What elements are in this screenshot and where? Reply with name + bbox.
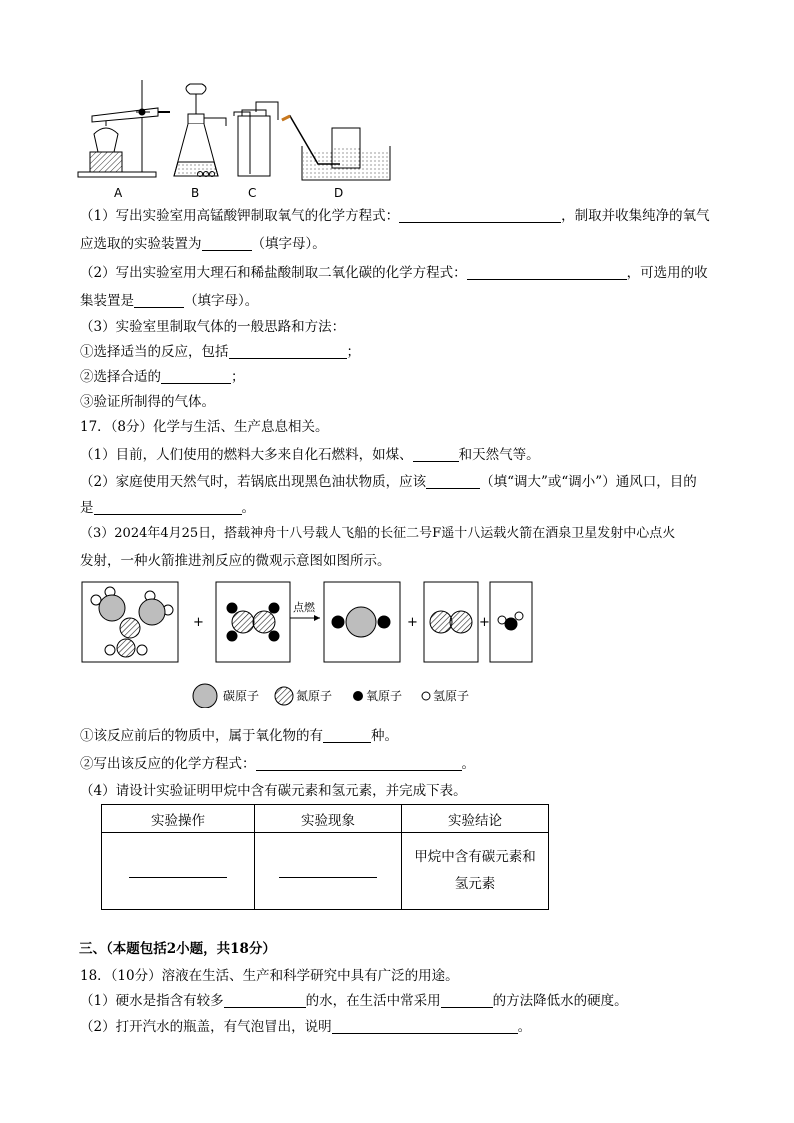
answer-blank[interactable] [399,208,561,223]
q18-title-text: 18．（10分）溶液在生活、生产和科学研究中具有广泛的用途。 [80,968,459,984]
q17-p2-text-b: （填“调大”或“调小”）通风口，目的 [480,474,697,490]
q16-step1-text-b: ； [346,344,360,360]
q17-part2-line2 [80,499,255,517]
cell-conclusion [402,833,549,910]
q17-part4 [80,782,467,800]
plus-sign: + [479,615,490,630]
q17-p3-text-a: （3）2024年4月25日，搭载神舟十八号载人飞船的长征二号F遥十八运载火箭在酒泉卫星发射中心点火 [80,526,676,541]
molecule-product-1 [332,607,390,637]
apparatus-b [174,84,226,177]
cell-phenomenon [255,833,402,910]
q17-sub2-text-b: 。 [461,756,475,772]
q17-title-text: 17．（8分）化学与生活、生产息息相关。 [80,419,329,435]
answer-blank[interactable] [229,344,347,359]
q16-p2-text-b: ，可选用的收 [626,265,708,281]
answer-blank[interactable] [441,993,493,1008]
apparatus-a [78,80,170,177]
q18-p2-text-a: （2）打开汽水的瓶盖，有气泡冒出，说明 [80,1019,332,1035]
q16-step1 [80,343,360,361]
answer-blank[interactable] [323,728,371,743]
answer-blank[interactable] [413,447,459,462]
q17-p2-text-d: 。 [241,500,255,516]
q16-p1-text-c: 应选取的实验装置为 [80,236,202,252]
table-row [102,833,549,910]
answer-blank[interactable] [224,993,306,1008]
legend [193,684,469,708]
conclusion-line1: 甲烷中含有碳元素和 [414,849,536,865]
conclusion-line2: 氢元素 [454,876,496,892]
q18-title [80,967,459,985]
q17-p3-text-b: 发射，一种火箭推进剂反应的微观示意图如图所示。 [80,553,391,569]
answer-blank[interactable] [467,265,627,280]
q17-sub2-text-a: ②写出该反应的化学方程式： [80,756,256,772]
apparatus-label-d: D [334,186,344,200]
apparatus-label-c: C [248,186,257,200]
legend-nitrogen-icon [275,687,293,705]
legend-carbon-icon [193,684,217,708]
q17-part2-line1 [80,473,697,491]
q17-sub1 [80,727,398,745]
q16-part2-line1 [80,264,708,282]
q18-p1-text-b: 的水，在生活中常采用 [305,993,441,1009]
plus-sign: + [193,615,204,630]
header-conclusion: 实验结论 [402,805,549,833]
section3-title [79,940,276,958]
q17-part3-line1 [80,525,675,543]
legend-nitrogen-label: 氮原子 [296,689,333,703]
q17-p2-text-a: （2）家庭使用天然气时，若锅底出现黑色油状物质，应该 [80,474,427,490]
q16-step1-text-a: ①选择适当的反应，包括 [80,344,229,360]
molecule-reactant-1 [91,587,173,657]
header-operation: 实验操作 [102,805,255,833]
q16-step2 [80,368,245,386]
q16-step2-text-a: ②选择合适的 [80,369,161,385]
legend-hydrogen-icon [422,692,430,700]
table-header-row [102,805,549,833]
q16-p1-text-d: （填字母）。 [251,236,326,252]
q16-p2-text-a: （2）写出实验室用大理石和稀盐酸制取二氧化碳的化学方程式： [80,265,467,281]
q16-part1-line2 [80,235,326,253]
q16-part3-intro [80,318,345,336]
q16-p3-intro-text: （3）实验室里制取气体的一般思路和方法： [80,319,346,335]
answer-blank[interactable] [202,236,252,251]
q16-p2-text-c: 集装置是 [80,293,134,309]
apparatus-d [282,116,390,180]
reaction-diagram [80,578,560,708]
q16-part1-line1 [80,207,710,225]
experiment-table [101,804,549,910]
answer-blank[interactable] [256,756,462,771]
apparatus-label-a: A [114,186,123,200]
answer-blank[interactable] [134,293,184,308]
q16-step3-text: ③验证所制得的气体。 [80,394,215,410]
legend-carbon-label: 碳原子 [223,689,260,703]
molecule-reactant-2 [227,603,279,641]
q17-p1-text-b: 和天然气等。 [458,447,540,463]
q17-p4-text: （4）请设计实验证明甲烷中含有碳元素和氢元素，并完成下表。 [80,783,467,799]
plus-sign: + [407,615,418,630]
q18-part2 [80,1018,531,1036]
cell-operation [102,833,255,910]
legend-hydrogen-label: 氢原子 [433,689,470,703]
q18-p1-text-a: （1）硬水是指含有较多 [80,993,224,1009]
arrow-label: 点燃 [293,601,315,614]
q18-p1-text-c: 的方法降低水的硬度。 [492,993,628,1009]
q17-sub1-text-a: ①该反应前后的物质中，属于氧化物的有 [80,728,323,744]
q16-step3 [80,393,215,411]
section3-title-text: 三、（本题包括2小题，共18分） [79,941,276,957]
q18-part1 [80,992,628,1010]
legend-oxygen-icon [353,691,363,701]
header-phenomenon: 实验现象 [255,805,402,833]
molecule-product-2 [430,611,472,633]
answer-blank[interactable] [279,865,377,878]
answer-blank[interactable] [129,865,227,878]
q16-p2-text-d: （填字母）。 [184,293,259,309]
answer-blank[interactable] [426,474,480,489]
q17-sub2 [80,755,475,773]
q18-p2-text-b: 。 [517,1019,532,1035]
q17-sub1-text-b: 种。 [371,728,398,744]
q17-p2-text-c: 是 [80,500,94,516]
legend-oxygen-label: 氧原子 [366,689,403,703]
answer-blank[interactable] [94,500,242,515]
molecule-product-3 [498,612,523,630]
apparatus-labels [114,186,343,200]
q17-part3-line2 [80,552,391,570]
reaction-arrow [290,600,320,621]
q17-part1 [80,446,540,464]
apparatus-c [234,102,278,176]
answer-blank[interactable] [332,1019,518,1034]
q17-title [80,418,329,436]
q16-part2-line2 [80,292,258,310]
apparatus-label-b: B [191,186,200,200]
q17-p1-text-a: （1）目前，人们使用的燃料大多来自化石燃料，如煤、 [80,447,413,463]
q16-step2-text-b: ； [231,369,245,385]
q16-p1-text-a: （1）写出实验室用高锰酸钾制取氧气的化学方程式： [80,208,400,224]
apparatus-figure [70,76,400,200]
q16-p1-text-b: ，制取并收集纯净的氧气 [561,208,710,224]
answer-blank[interactable] [161,369,231,384]
